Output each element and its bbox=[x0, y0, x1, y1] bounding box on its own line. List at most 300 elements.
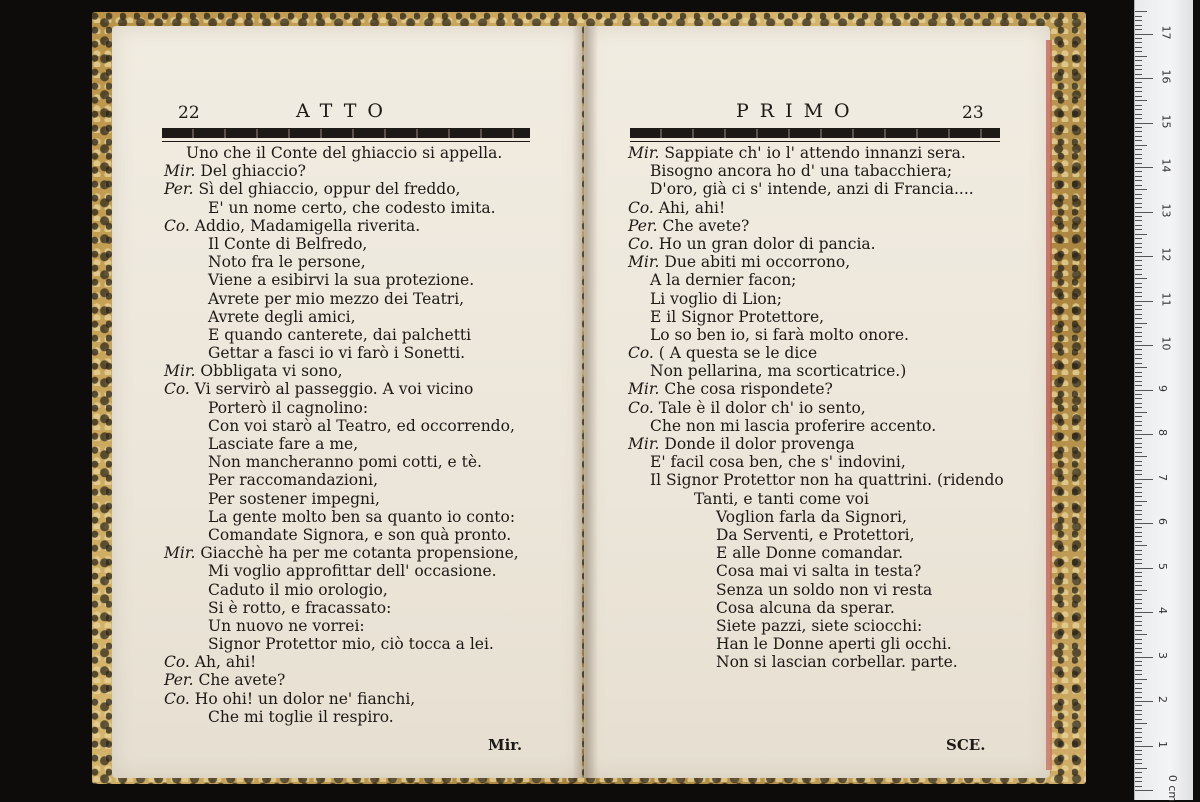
line-text: E quando canterete, dai palchetti bbox=[208, 325, 472, 344]
ruler-label: 15 bbox=[1159, 114, 1173, 128]
line-text: Si è rotto, e fracassato: bbox=[208, 598, 392, 617]
line-text: Avrete degli amici, bbox=[208, 307, 356, 326]
verse-line bbox=[164, 708, 574, 726]
line-text: Li voglio di Lion; bbox=[650, 289, 782, 308]
ruler-tick bbox=[1135, 91, 1142, 92]
ruler-tick bbox=[1135, 114, 1142, 115]
line-text: Tanti, e tanti come voi bbox=[694, 489, 869, 508]
ruler-tick bbox=[1135, 358, 1142, 359]
line-text: Uno che il Conte del ghiaccio si appella. bbox=[186, 144, 503, 162]
verse-lines bbox=[164, 144, 574, 726]
ruler-tick bbox=[1135, 163, 1142, 164]
verse-line bbox=[628, 417, 1048, 435]
line-text: Ho un gran dolor di pancia. bbox=[658, 234, 876, 253]
verse-line bbox=[164, 526, 574, 544]
ruler-tick bbox=[1135, 203, 1142, 204]
verse-line bbox=[164, 290, 574, 308]
ruler-tick bbox=[1135, 283, 1142, 284]
ruler-tick bbox=[1135, 238, 1142, 239]
verse-line bbox=[628, 508, 1048, 526]
ruler-tick bbox=[1135, 287, 1142, 288]
verse-line bbox=[628, 308, 1048, 326]
ruler-tick bbox=[1135, 563, 1142, 564]
ruler-tick bbox=[1135, 78, 1153, 79]
line-text: Due abiti mi occorrono, bbox=[664, 253, 851, 272]
ruler-tick bbox=[1135, 443, 1142, 444]
ruler-label: 9 bbox=[1156, 384, 1169, 392]
ruler-tick bbox=[1135, 474, 1142, 475]
line-text: Gettar a fasci io vi farò i Sonetti. bbox=[208, 344, 466, 363]
ruler-tick bbox=[1135, 781, 1142, 782]
line-text: Che avete? bbox=[662, 216, 750, 235]
ruler-label: 10 bbox=[1159, 336, 1173, 351]
ruler-tick bbox=[1135, 42, 1142, 43]
ruler-label: 0 cm bbox=[1166, 774, 1180, 802]
line-text: Han le Donne aperti gli occhi. bbox=[716, 635, 952, 654]
ruler-tick bbox=[1135, 65, 1142, 66]
line-text: Bisogno ancora ho d' una tabacchiera; bbox=[650, 162, 953, 181]
line-text: E il Signor Protettore, bbox=[650, 307, 825, 326]
verse-line bbox=[164, 508, 574, 526]
ruler-tick bbox=[1135, 594, 1142, 595]
ruler-tick bbox=[1135, 145, 1147, 146]
verse-line bbox=[628, 271, 1048, 289]
speaker-label: Per. bbox=[164, 671, 194, 690]
verse-line bbox=[164, 180, 574, 198]
ruler-tick bbox=[1135, 194, 1142, 195]
red-page-edge bbox=[1046, 40, 1052, 770]
verse-line bbox=[164, 562, 574, 580]
catchword: SCE. bbox=[946, 736, 986, 754]
ruler-tick bbox=[1135, 38, 1142, 39]
verse-line bbox=[628, 653, 1048, 671]
line-text: D'oro, già ci s' intende, anzi di Francia.... bbox=[650, 180, 974, 199]
ruler-tick bbox=[1135, 527, 1142, 528]
ruler-tick bbox=[1135, 394, 1142, 395]
verse-line bbox=[164, 599, 574, 617]
ruler-tick bbox=[1135, 25, 1142, 26]
ruler-tick bbox=[1135, 274, 1142, 275]
line-text: E' facil cosa ben, che s' indovini, bbox=[650, 453, 906, 472]
line-text: Avrete per mio mezzo dei Teatri, bbox=[208, 289, 465, 308]
ruler-tick bbox=[1135, 661, 1142, 662]
verse-line bbox=[628, 453, 1048, 471]
ruler-tick bbox=[1135, 29, 1142, 30]
line-text: Con voi starò al Teatro, ed occorrendo, bbox=[208, 416, 515, 435]
ruler-tick bbox=[1135, 621, 1142, 622]
ruler-tick bbox=[1135, 127, 1142, 128]
ruler-label: 5 bbox=[1156, 562, 1169, 570]
ruler-tick bbox=[1135, 390, 1153, 391]
ruler-tick bbox=[1135, 719, 1142, 720]
speaker-label: Mir. bbox=[628, 435, 660, 453]
speaker-label: Co. bbox=[164, 216, 190, 235]
verse-line bbox=[164, 235, 574, 253]
ruler-tick bbox=[1135, 648, 1142, 649]
ruler-tick bbox=[1135, 416, 1142, 417]
ruler-tick bbox=[1135, 349, 1142, 350]
ruler-tick bbox=[1135, 180, 1142, 181]
ruler-tick bbox=[1135, 87, 1142, 88]
ruler-tick bbox=[1135, 336, 1142, 337]
ruler-tick bbox=[1135, 643, 1142, 644]
line-text: Lo so ben io, si farà molto onore. bbox=[650, 325, 909, 344]
ruler-tick bbox=[1135, 131, 1142, 132]
ruler-tick bbox=[1135, 608, 1142, 609]
ruler-label: 11 bbox=[1159, 292, 1173, 306]
ruler-tick bbox=[1135, 754, 1142, 755]
line-text: Addio, Madamigella riverita. bbox=[194, 216, 421, 235]
verse-line bbox=[164, 635, 574, 653]
ruler-tick bbox=[1135, 510, 1142, 511]
ruler-tick bbox=[1135, 176, 1142, 177]
verse-line bbox=[628, 380, 1048, 398]
ruler-tick bbox=[1135, 639, 1142, 640]
ruler-tick bbox=[1135, 96, 1142, 97]
verse-line bbox=[628, 290, 1048, 308]
line-text: Vi servirò al passeggio. A voi vicino bbox=[194, 380, 474, 399]
speaker-label: Mir. bbox=[628, 253, 660, 272]
ruler-tick bbox=[1135, 305, 1142, 306]
page-number: 22 bbox=[178, 103, 200, 123]
ruler-tick bbox=[1135, 118, 1142, 119]
verse-line bbox=[628, 599, 1048, 617]
ruler-tick bbox=[1135, 51, 1142, 52]
line-text: E' un nome certo, che codesto imita. bbox=[208, 198, 496, 217]
ruler-tick bbox=[1135, 737, 1142, 738]
ruler-tick bbox=[1135, 746, 1153, 747]
line-text: Obbligata vi sono, bbox=[200, 362, 343, 381]
verse-line bbox=[164, 490, 574, 508]
line-text: Non pellarina, ma scorticatrice.) bbox=[650, 362, 907, 381]
line-text: Non si lascian corbellar. parte. bbox=[716, 653, 958, 672]
ruler-tick bbox=[1135, 714, 1142, 715]
ruler-tick bbox=[1135, 501, 1147, 502]
ruler-tick bbox=[1135, 220, 1142, 221]
ruler-tick bbox=[1135, 74, 1142, 75]
line-text: Cosa mai vi salta in testa? bbox=[716, 562, 922, 581]
line-text: Ah, ahi! bbox=[194, 653, 257, 672]
line-text: Che cosa rispondete? bbox=[664, 380, 833, 399]
ruler-tick bbox=[1135, 292, 1142, 293]
ruler-tick bbox=[1135, 385, 1142, 386]
verse-line bbox=[164, 581, 574, 599]
ruler-tick bbox=[1135, 158, 1142, 159]
ruler-tick bbox=[1135, 572, 1142, 573]
ruler-tick bbox=[1135, 710, 1142, 711]
ruler-tick bbox=[1135, 585, 1142, 586]
line-text: Senza un soldo non vi resta bbox=[716, 580, 933, 599]
speaker-label: Mir. bbox=[164, 162, 196, 181]
line-text: Per sostener impegni, bbox=[208, 489, 380, 508]
ruler-tick bbox=[1135, 692, 1142, 693]
line-text: Siete pazzi, siete sciocchi: bbox=[716, 616, 923, 635]
ruler-tick bbox=[1135, 438, 1142, 439]
ruler-tick bbox=[1135, 243, 1142, 244]
ruler-tick bbox=[1135, 728, 1142, 729]
verse-line bbox=[628, 435, 1048, 453]
verse-line bbox=[164, 453, 574, 471]
right-page bbox=[584, 26, 1050, 778]
ruler-label: 6 bbox=[1156, 518, 1169, 525]
ruler-tick bbox=[1135, 363, 1142, 364]
ruler-label: 17 bbox=[1159, 25, 1173, 39]
ruler-tick bbox=[1135, 777, 1142, 778]
ruler-tick bbox=[1135, 456, 1147, 457]
ruler-tick bbox=[1135, 723, 1147, 724]
ruler-tick bbox=[1135, 519, 1142, 520]
ruler-tick bbox=[1135, 345, 1153, 346]
ruler-tick bbox=[1135, 140, 1142, 141]
verse-line bbox=[164, 253, 574, 271]
verse-line bbox=[164, 690, 574, 708]
ruler-tick bbox=[1135, 189, 1147, 190]
ruler-tick bbox=[1135, 434, 1153, 435]
ruler-tick bbox=[1135, 167, 1153, 168]
ruler-tick bbox=[1135, 247, 1142, 248]
ruler-tick bbox=[1135, 514, 1142, 515]
ruler-tick bbox=[1135, 750, 1142, 751]
verse-line bbox=[628, 362, 1048, 380]
verse-line bbox=[628, 562, 1048, 580]
line-text: Giacchè ha per me cotanta propensione, bbox=[200, 544, 519, 563]
verse-line bbox=[628, 344, 1048, 362]
ruler-tick bbox=[1135, 590, 1147, 591]
verse-lines bbox=[628, 144, 1048, 671]
ruler-tick bbox=[1135, 612, 1153, 613]
line-text: Che mi toglie il respiro. bbox=[208, 707, 394, 726]
verse-line bbox=[164, 380, 574, 398]
ruler-tick bbox=[1135, 452, 1142, 453]
verse-line bbox=[628, 326, 1048, 344]
speaker-label: Mir. bbox=[628, 144, 660, 162]
ruler-tick bbox=[1135, 741, 1142, 742]
line-text: Sappiate ch' io l' attendo innanzi sera. bbox=[664, 144, 966, 162]
ruler-tick bbox=[1135, 403, 1142, 404]
ruler-tick bbox=[1135, 496, 1142, 497]
line-text: Tale è il dolor ch' io sento, bbox=[658, 398, 866, 417]
ruler-tick bbox=[1135, 670, 1142, 671]
speaker-label: Co. bbox=[628, 344, 654, 363]
ruler-tick bbox=[1135, 225, 1142, 226]
ruler-tick bbox=[1135, 252, 1142, 253]
line-text: Signor Protettor mio, ciò tocca a lei. bbox=[208, 635, 494, 654]
ruler-tick bbox=[1135, 679, 1147, 680]
ruler-tick bbox=[1135, 105, 1142, 106]
ruler-tick bbox=[1135, 759, 1142, 760]
line-text: Che non mi lascia proferire accento. bbox=[650, 416, 937, 435]
line-text: A la dernier facon; bbox=[650, 271, 797, 290]
line-text: Ahi, ahi! bbox=[658, 198, 726, 217]
speaker-label: Mir. bbox=[628, 380, 660, 399]
verse-line bbox=[628, 399, 1048, 417]
line-text: Voglion farla da Signori, bbox=[716, 507, 907, 526]
ruler-tick bbox=[1135, 20, 1142, 21]
ruler-tick bbox=[1135, 278, 1147, 279]
ruler-tick bbox=[1135, 16, 1142, 17]
verse-line bbox=[164, 326, 574, 344]
verse-line bbox=[164, 617, 574, 635]
ruler-tick bbox=[1135, 185, 1142, 186]
ruler-label: 8 bbox=[1156, 429, 1169, 436]
ruler-tick bbox=[1135, 154, 1142, 155]
line-text: Porterò il cagnolino: bbox=[208, 398, 369, 417]
verse-line bbox=[628, 544, 1048, 562]
line-text: Il Conte di Belfredo, bbox=[208, 234, 368, 253]
ruler-tick bbox=[1135, 487, 1142, 488]
ruler-tick bbox=[1135, 768, 1147, 769]
ruler-tick bbox=[1135, 532, 1142, 533]
head-rule bbox=[162, 128, 530, 138]
ruler-tick bbox=[1135, 149, 1142, 150]
line-text: Non mancheranno pomi cotti, e tè. bbox=[208, 453, 482, 472]
ruler-tick bbox=[1135, 367, 1147, 368]
ruler-tick bbox=[1135, 265, 1142, 266]
ruler-tick bbox=[1135, 354, 1142, 355]
ruler-tick bbox=[1135, 229, 1142, 230]
ruler-tick bbox=[1135, 314, 1142, 315]
ruler-tick bbox=[1135, 323, 1147, 324]
line-text: Comandate Signora, e son quà pronto. bbox=[208, 525, 512, 544]
ruler-tick bbox=[1135, 398, 1142, 399]
running-head: PRIMO bbox=[736, 100, 861, 122]
ruler-tick bbox=[1135, 372, 1142, 373]
measuring-ruler bbox=[1134, 0, 1193, 800]
ruler-tick bbox=[1135, 318, 1142, 319]
ruler-tick bbox=[1135, 109, 1142, 110]
ruler-tick bbox=[1135, 327, 1142, 328]
ruler-tick bbox=[1135, 212, 1153, 213]
ruler-tick bbox=[1135, 790, 1153, 791]
ruler-tick bbox=[1135, 536, 1142, 537]
ruler-tick bbox=[1135, 479, 1153, 480]
ruler-tick bbox=[1135, 786, 1142, 787]
ruler-tick bbox=[1135, 296, 1142, 297]
line-text: Donde il dolor provenga bbox=[664, 435, 855, 453]
speaker-label: Co. bbox=[628, 398, 654, 417]
verse-line bbox=[164, 362, 574, 380]
ruler-tick bbox=[1135, 576, 1142, 577]
speaker-label: Co. bbox=[164, 380, 190, 399]
left-page bbox=[112, 26, 582, 778]
verse-line bbox=[628, 617, 1048, 635]
ruler-tick bbox=[1135, 47, 1142, 48]
ruler-tick bbox=[1135, 652, 1142, 653]
catchword: Mir. bbox=[488, 736, 523, 754]
ruler-tick bbox=[1135, 425, 1142, 426]
ruler-tick bbox=[1135, 688, 1142, 689]
verse-line bbox=[164, 217, 574, 235]
ruler-tick bbox=[1135, 56, 1147, 57]
ruler-tick bbox=[1135, 412, 1147, 413]
ruler-tick bbox=[1135, 732, 1142, 733]
verse-line bbox=[164, 653, 574, 671]
verse-line bbox=[164, 471, 574, 489]
line-text: E alle Donne comandar. bbox=[716, 544, 904, 563]
verse-line bbox=[628, 253, 1048, 271]
speaker-label: Per. bbox=[164, 180, 194, 199]
line-text: Del ghiaccio? bbox=[200, 162, 306, 181]
verse-line bbox=[164, 435, 574, 453]
verse-line bbox=[628, 526, 1048, 544]
ruler-tick bbox=[1135, 216, 1142, 217]
verse-line bbox=[164, 162, 574, 180]
ruler-tick bbox=[1135, 705, 1142, 706]
line-text: Mi voglio approfittar dell' occasione. bbox=[208, 562, 497, 581]
ruler-tick bbox=[1135, 697, 1142, 698]
verse-line bbox=[628, 180, 1048, 198]
line-text: Ho ohi! un dolor ne' fianchi, bbox=[194, 689, 416, 708]
verse-line bbox=[628, 235, 1048, 253]
ruler-tick bbox=[1135, 11, 1147, 12]
line-text: Viene a esibirvi la sua protezione. bbox=[208, 271, 475, 290]
ruler-tick bbox=[1135, 568, 1153, 569]
speaker-label: Co. bbox=[628, 198, 654, 217]
ruler-tick bbox=[1135, 447, 1142, 448]
running-head: ATTO bbox=[296, 100, 394, 122]
verse-line bbox=[164, 271, 574, 289]
line-text: Che avete? bbox=[198, 671, 286, 690]
ruler-tick bbox=[1135, 430, 1142, 431]
ruler-tick bbox=[1135, 492, 1142, 493]
ruler-tick bbox=[1135, 634, 1147, 635]
page-number: 23 bbox=[962, 103, 984, 123]
line-text: Lasciate fare a me, bbox=[208, 435, 359, 453]
verse-line bbox=[164, 671, 574, 689]
line-text: La gente molto ben sa quanto io conto: bbox=[208, 507, 516, 526]
ruler-label: 4 bbox=[1156, 607, 1169, 614]
ruler-tick bbox=[1135, 545, 1147, 546]
ruler-tick bbox=[1135, 376, 1142, 377]
line-text: Caduto il mio orologio, bbox=[208, 580, 388, 599]
verse-line bbox=[164, 144, 574, 162]
verse-line bbox=[164, 544, 574, 562]
verse-line bbox=[628, 144, 1048, 162]
speaker-label: Co. bbox=[628, 234, 654, 253]
ruler-tick bbox=[1135, 599, 1142, 600]
ruler-tick bbox=[1135, 550, 1142, 551]
ruler-tick bbox=[1135, 683, 1142, 684]
ruler-tick bbox=[1135, 256, 1153, 257]
ruler-tick bbox=[1135, 234, 1147, 235]
line-text: Il Signor Protettor non ha quattrini. (ridendo bbox=[650, 471, 1004, 490]
speaker-label: Co. bbox=[164, 653, 190, 672]
ruler-tick bbox=[1135, 665, 1142, 666]
ruler-tick bbox=[1135, 523, 1153, 524]
ruler-tick bbox=[1135, 100, 1147, 101]
ruler-tick bbox=[1135, 559, 1142, 560]
ruler-tick bbox=[1135, 407, 1142, 408]
ruler-tick bbox=[1135, 69, 1142, 70]
ruler-tick bbox=[1135, 505, 1142, 506]
ruler-tick bbox=[1135, 616, 1142, 617]
verse-line bbox=[628, 199, 1048, 217]
verse-line bbox=[628, 217, 1048, 235]
verse-line bbox=[164, 417, 574, 435]
verse-line bbox=[628, 581, 1048, 599]
ruler-tick bbox=[1135, 198, 1142, 199]
speaker-label: Mir. bbox=[164, 362, 196, 381]
ruler-tick bbox=[1135, 309, 1142, 310]
ruler-tick bbox=[1135, 657, 1153, 658]
ruler-tick bbox=[1135, 763, 1142, 764]
ruler-tick bbox=[1135, 207, 1142, 208]
ruler-tick bbox=[1135, 381, 1142, 382]
verse-line bbox=[164, 344, 574, 362]
ruler-tick bbox=[1135, 701, 1153, 702]
ruler-label: 2 bbox=[1156, 696, 1169, 703]
ruler-label: 13 bbox=[1159, 203, 1173, 217]
